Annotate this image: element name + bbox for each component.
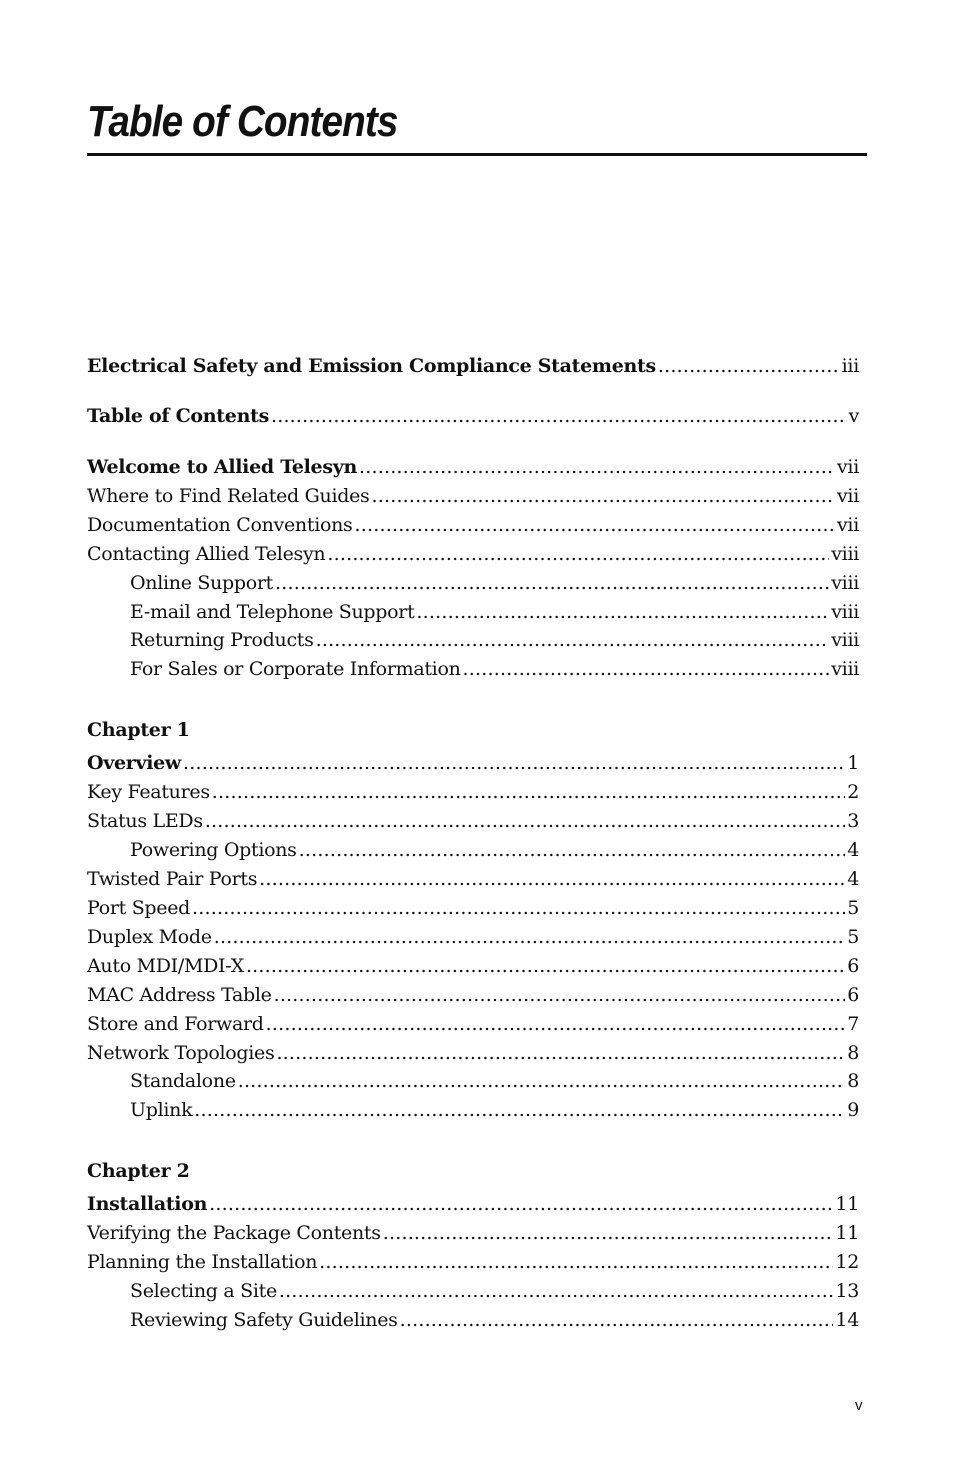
dot-leader xyxy=(383,1219,834,1248)
toc-page-number: 11 xyxy=(835,1193,859,1215)
toc-subentry[interactable] xyxy=(87,836,859,865)
dot-leader xyxy=(279,1277,834,1306)
dot-leader xyxy=(192,894,845,923)
dot-leader xyxy=(183,749,845,778)
toc-page-number: 9 xyxy=(847,1099,859,1121)
toc-entry-text: Uplink xyxy=(130,1099,193,1121)
toc-page-number: 13 xyxy=(835,1280,859,1302)
toc-entry-text: MAC Address Table xyxy=(87,984,272,1006)
toc-page-number: vii xyxy=(837,514,859,536)
toc-entry-text: Installation xyxy=(87,1193,208,1215)
dot-leader xyxy=(274,981,846,1010)
toc-page-number: 3 xyxy=(847,810,859,832)
dot-leader xyxy=(259,865,845,894)
toc-entry-text: E-mail and Telephone Support xyxy=(130,601,415,623)
toc-entry-chapter-heading[interactable] xyxy=(87,1190,859,1219)
toc-entry-text: Online Support xyxy=(130,572,274,594)
toc-subentry[interactable] xyxy=(87,1096,859,1125)
toc-subentry[interactable] xyxy=(87,569,859,598)
dot-leader xyxy=(266,1010,846,1039)
dot-leader xyxy=(416,598,829,627)
toc-entry[interactable] xyxy=(87,1219,859,1248)
dot-leader xyxy=(271,402,847,431)
toc-entry-text: Network Topologies xyxy=(87,1042,275,1064)
toc-entry[interactable] xyxy=(87,981,859,1010)
toc-page-number: 8 xyxy=(847,1070,859,1092)
dot-leader xyxy=(276,1039,845,1068)
toc-page-number: 7 xyxy=(847,1013,859,1035)
title-rule xyxy=(87,153,867,156)
dot-leader xyxy=(214,923,845,952)
toc-entry-text: Verifying the Package Contents xyxy=(87,1222,381,1244)
toc-page-number: 8 xyxy=(847,1042,859,1064)
dot-leader xyxy=(246,952,845,981)
toc-page-number: vii xyxy=(837,485,859,507)
toc-subentry[interactable] xyxy=(87,626,859,655)
toc-page-number: 11 xyxy=(835,1222,859,1244)
dot-leader xyxy=(316,626,830,655)
toc-entry-welcome[interactable] xyxy=(87,453,859,482)
toc-page-number: 6 xyxy=(847,984,859,1006)
page-folio: v xyxy=(855,1397,863,1414)
toc-page-number: 4 xyxy=(847,839,859,861)
toc-subentry[interactable] xyxy=(87,1067,859,1096)
toc-page-number: viii xyxy=(831,658,859,680)
toc-entry-text: Duplex Mode xyxy=(87,926,212,948)
chapter-label: Chapter 1 xyxy=(87,719,190,741)
dot-leader xyxy=(205,807,845,836)
toc-entry-text: Port Speed xyxy=(87,897,191,919)
dot-leader xyxy=(275,569,829,598)
toc-page-number: 14 xyxy=(835,1309,859,1331)
toc-entry-chapter-heading[interactable] xyxy=(87,749,859,778)
dot-leader xyxy=(400,1306,834,1335)
toc-entry[interactable] xyxy=(87,923,859,952)
toc-entry[interactable] xyxy=(87,865,859,894)
toc-entry-text: Twisted Pair Ports xyxy=(87,868,258,890)
toc-entry-text: Store and Forward xyxy=(87,1013,264,1035)
toc-page-number: 5 xyxy=(847,926,859,948)
toc-entry-text: Status LEDs xyxy=(87,810,203,832)
toc-subentry[interactable] xyxy=(87,598,859,627)
toc-page-number: viii xyxy=(831,629,859,651)
toc-entry-table-of-contents[interactable] xyxy=(87,402,859,431)
toc-subentry[interactable] xyxy=(87,655,859,684)
toc-entry[interactable] xyxy=(87,778,859,807)
toc-entry-text: Electrical Safety and Emission Compliance Statements xyxy=(87,355,656,377)
toc-page-number: iii xyxy=(841,355,859,377)
toc-entry-text: For Sales or Corporate Information xyxy=(130,658,461,680)
dot-leader xyxy=(194,1096,845,1125)
toc-entry-text: Standalone xyxy=(130,1070,236,1092)
toc-entry-text: Reviewing Safety Guidelines xyxy=(130,1309,398,1331)
chapter-label: Chapter 2 xyxy=(87,1160,190,1182)
toc-entry[interactable] xyxy=(87,1248,859,1277)
toc-page-number: 6 xyxy=(847,955,859,977)
toc-entry-text: Auto MDI/MDI-X xyxy=(87,955,244,977)
toc-entry-text: Where to Find Related Guides xyxy=(87,485,370,507)
dot-leader xyxy=(319,1248,833,1277)
toc-page-number: viii xyxy=(831,543,859,565)
dot-leader xyxy=(327,540,829,569)
toc-entry[interactable] xyxy=(87,952,859,981)
toc-entry[interactable] xyxy=(87,807,859,836)
dot-leader xyxy=(212,778,845,807)
toc-entry[interactable] xyxy=(87,894,859,923)
toc-page-number: vii xyxy=(837,456,859,478)
toc-entry-text: Overview xyxy=(87,752,181,774)
toc-page-number: viii xyxy=(831,601,859,623)
toc-entry-text: Powering Options xyxy=(130,839,297,861)
dot-leader xyxy=(463,655,830,684)
toc-page-number: 4 xyxy=(847,868,859,890)
toc-entry-text: Welcome to Allied Telesyn xyxy=(87,456,357,478)
toc-entry-text: Returning Products xyxy=(130,629,314,651)
toc-entry-text: Documentation Conventions xyxy=(87,514,353,536)
dot-leader xyxy=(359,453,835,482)
toc-subentry[interactable] xyxy=(87,1277,859,1306)
dot-leader xyxy=(299,836,846,865)
toc-page-number: 12 xyxy=(835,1251,859,1273)
dot-leader xyxy=(238,1067,846,1096)
toc-entry-text: Table of Contents xyxy=(87,405,269,427)
toc-entry-text: Planning the Installation xyxy=(87,1251,318,1273)
toc-entry[interactable] xyxy=(87,1039,859,1068)
toc-entry-text: Key Features xyxy=(87,781,210,803)
toc-page-number: 1 xyxy=(847,752,859,774)
dot-leader xyxy=(355,511,835,540)
toc-page-number: 5 xyxy=(847,897,859,919)
toc-page-number: 2 xyxy=(847,781,859,803)
toc-entry[interactable] xyxy=(87,1010,859,1039)
toc-entry[interactable] xyxy=(87,482,859,511)
dot-leader xyxy=(658,352,840,381)
toc-entry[interactable] xyxy=(87,511,859,540)
toc-entry-compliance[interactable] xyxy=(87,352,859,381)
page-title: Table of Contents xyxy=(87,97,398,146)
dot-leader xyxy=(371,482,835,511)
dot-leader xyxy=(209,1190,833,1219)
toc-page-number: v xyxy=(848,405,859,427)
toc-page-number: viii xyxy=(831,572,859,594)
toc-entry[interactable] xyxy=(87,540,859,569)
toc-entry-text: Selecting a Site xyxy=(130,1280,277,1302)
toc-entry-text: Contacting Allied Telesyn xyxy=(87,543,326,565)
toc-subentry[interactable] xyxy=(87,1306,859,1335)
